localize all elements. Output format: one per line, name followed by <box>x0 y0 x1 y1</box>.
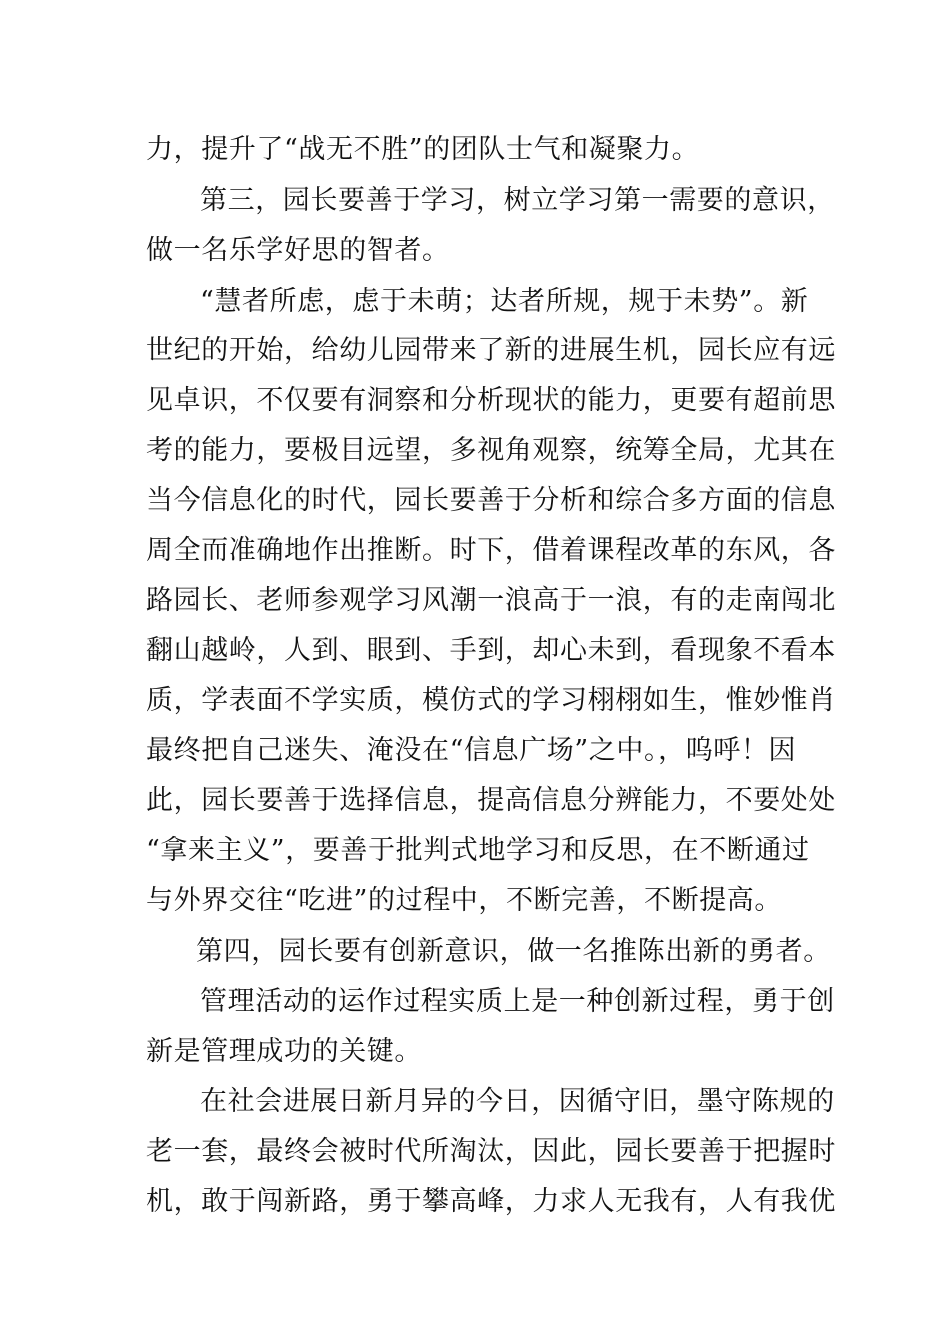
text-line: 在社会进展日新月异的今日，因循守旧，墨守陈规的 <box>200 1086 835 1117</box>
text-line: 力，提升了“战无不胜”的团队士气和凝聚力。 <box>146 134 700 165</box>
text-line: 老一套，最终会被时代所淘汰，因此，园长要善于把握时 <box>146 1136 836 1167</box>
text-line: 最终把自己迷失、淹没在“信息广场”之中。，呜呼！因 <box>146 735 797 766</box>
text-line: 第三，园长要善于学习，树立学习第一需要的意识， <box>200 185 835 216</box>
text-line: 第四，园长要有创新意识，做一名推陈出新的勇者。 <box>196 936 831 967</box>
text-line: 做一名乐学好思的智者。 <box>146 235 450 266</box>
text-line: 此，园长要善于选择信息，提高信息分辨能力，不要处处 <box>146 785 836 816</box>
text-line: 与外界交往“吃进”的过程中，不断完善，不断提高。 <box>146 885 783 916</box>
text-line: “慧者所虑，虑于未萌；达者所规，规于未势”。新 <box>200 286 809 317</box>
text-line: 周全而准确地作出推断。时下，借着课程改革的东风，各 <box>146 535 836 566</box>
text-line: 考的能力，要极目远望，多视角观察，统筹全局，尤其在 <box>146 435 836 466</box>
text-line: 管理活动的运作过程实质上是一种创新过程，勇于创 <box>200 986 835 1017</box>
text-line: 新是管理成功的关键。 <box>146 1036 422 1067</box>
text-line: 世纪的开始，给幼儿园带来了新的进展生机，园长应有远 <box>146 335 836 366</box>
text-line: 见卓识，不仅要有洞察和分析现状的能力，更要有超前思 <box>146 385 836 416</box>
text-line: “拿来主义”，要善于批判式地学习和反思，在不断通过 <box>146 835 810 866</box>
text-line: 路园长、老师参观学习风潮一浪高于一浪，有的走南闯北 <box>146 585 836 616</box>
text-line: 翻山越岭，人到、眼到、手到，却心未到，看现象不看本 <box>146 635 836 666</box>
text-line: 机，敢于闯新路，勇于攀高峰，力求人无我有，人有我优 <box>146 1186 836 1217</box>
text-line: 质，学表面不学实质，模仿式的学习栩栩如生，惟妙惟肖 <box>146 685 836 716</box>
text-line: 当今信息化的时代，园长要善于分析和综合多方面的信息 <box>146 485 836 516</box>
